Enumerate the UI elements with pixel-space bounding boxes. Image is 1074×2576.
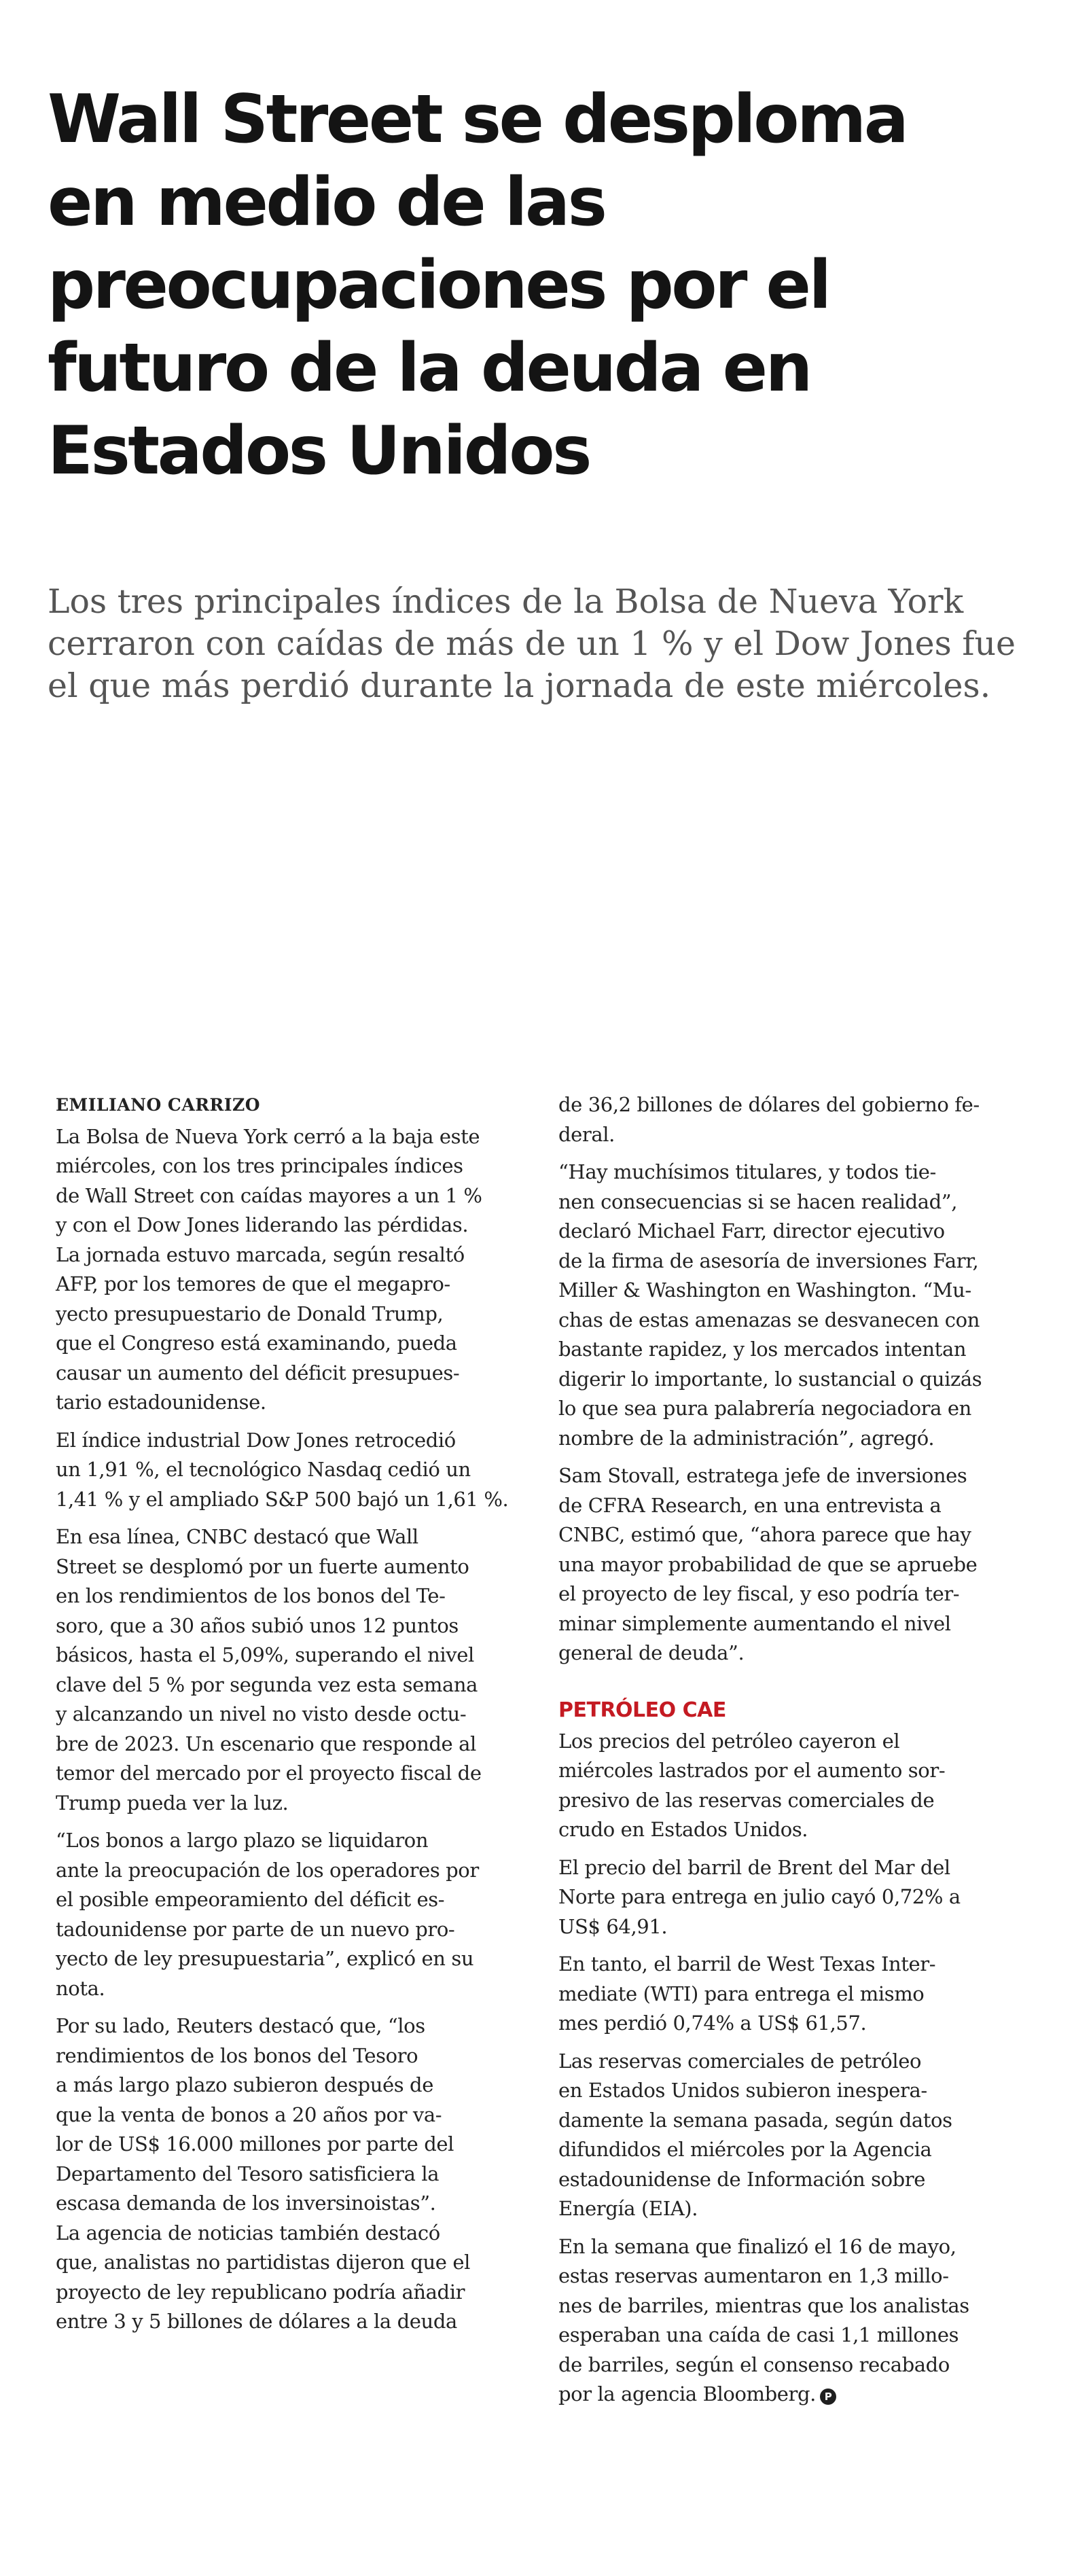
oil-section-body: [558, 1727, 1037, 2410]
paragraph-line: que, analistas no partidistas dijeron que el: [56, 2251, 471, 2274]
headline-line: Estados Unidos: [48, 412, 590, 490]
paragraph-line: entre 3 y 5 billones de dólares a la deuda: [56, 2310, 457, 2333]
paragraph-line: La jornada estuvo marcada, según resaltó: [56, 1242, 465, 1266]
paragraph-gap: [56, 1418, 535, 1426]
paragraph-line: deral.: [558, 1122, 615, 1146]
paragraph-line: de Wall Street con caídas mayores a un 1 %: [56, 1183, 482, 1207]
paragraph-line: Departamento del Tesoro satisficiera la: [56, 2162, 440, 2185]
paragraph-line: nota.: [56, 1976, 105, 2000]
paragraph-line: US$ 64,91.: [558, 1914, 668, 1938]
paragraph-line: causar un aumento del déficit presupues-: [56, 1361, 460, 1384]
paragraph-gap: [558, 1942, 1037, 1950]
paragraph-line: bre de 2023. Un escenario que responde al: [56, 1732, 476, 1755]
paragraph-line: proyecto de ley republicano podría añadir: [56, 2280, 465, 2304]
paragraph: [558, 1158, 1037, 1453]
section-subhead: PETRÓLEO CAE: [558, 1698, 726, 1722]
paragraph: [558, 2047, 1037, 2224]
paragraph-line: lor de US$ 16.000 millones por parte del: [56, 2132, 454, 2155]
paragraph-line: soro, que a 30 años subió unos 12 puntos: [56, 1613, 459, 1637]
paragraph-line: declaró Michael Farr, director ejecutivo: [558, 1219, 945, 1242]
paragraph-line: Los precios del petróleo cayeron el: [558, 1729, 900, 1753]
paragraph-line: temor del mercado por el proyecto fiscal de: [56, 1761, 482, 1785]
paragraph: [558, 1950, 1037, 2039]
paragraph-line: escasa demanda de los inversinoistas”.: [56, 2192, 436, 2215]
paragraph-line: crudo en Estados Unidos.: [558, 1818, 808, 1841]
paragraph-line: nombre de la administración”, agregó.: [558, 1426, 935, 1450]
paragraph-line: CNBC, estimó que, “ahora parece que hay: [558, 1523, 971, 1546]
paragraph-line: por la agencia Bloomberg. P: [558, 2380, 1037, 2410]
paragraph-line: En la semana que finalizó el 16 de mayo,: [558, 2234, 956, 2258]
paragraph-line: el posible empeoramiento del déficit es-: [56, 1888, 445, 1911]
paragraph: [56, 1122, 535, 1418]
headline-line: en medio de las: [48, 164, 605, 241]
article-column-right: [558, 1090, 1037, 2410]
paragraph: [558, 2232, 1037, 2410]
paragraph-line: mediate (WTI) para entrega el mismo: [558, 1982, 925, 2005]
paragraph-line: que la venta de bonos a 20 años por va-: [56, 2103, 442, 2126]
right-column-body: [558, 1090, 1037, 1668]
paragraph-line: Norte para entrega en julio cayó 0,72% a: [558, 1885, 961, 1908]
paragraph-line: minar simplemente aumentando el nivel: [558, 1611, 951, 1635]
paragraph: [56, 1826, 535, 2003]
paragraph-line: yecto presupuestario de Donald Trump,: [56, 1302, 444, 1325]
paragraph-line: esperaban una caída de casi 1,1 millones: [558, 2323, 959, 2346]
paragraph: [558, 1727, 1037, 1845]
paragraph-gap: [558, 1845, 1037, 1853]
paragraph-line: difundidos el miércoles por la Agencia: [558, 2138, 932, 2161]
paragraph: [56, 2011, 535, 2337]
paragraph-line: clave del 5 % por segunda vez esta semana: [56, 1672, 478, 1696]
deck-line: cerraron con caídas de más de un 1 % y el Dow Jones fue: [48, 624, 1016, 663]
paragraph-line: “Hay muchísimos titulares, y todos tie-: [558, 1160, 936, 1183]
paragraph-gap: [558, 1453, 1037, 1461]
paragraph-line: yecto de ley presupuestaria”, explicó en su: [56, 1947, 474, 1970]
paragraph-gap: [558, 2039, 1037, 2047]
paragraph-line: de 36,2 billones de dólares del gobierno fe-: [558, 1093, 980, 1116]
headline-line: preocupaciones por el: [48, 247, 829, 324]
paragraph-line: de barriles, según el consenso recabado: [558, 2353, 950, 2376]
paragraph-line: El índice industrial Dow Jones retrocedió: [56, 1428, 456, 1452]
paragraph-line: de CFRA Research, en una entrevista a: [558, 1493, 942, 1517]
paragraph-line: Trump pueda ver la luz.: [56, 1791, 289, 1814]
paragraph-line: La agencia de noticias también destacó: [56, 2221, 440, 2244]
paragraph-line: Por su lado, Reuters destacó que, “los: [56, 2014, 425, 2037]
paragraph-line: que el Congreso está examinando, pueda: [56, 1331, 457, 1355]
paragraph-line: nes de barriles, mientras que los analistas: [558, 2293, 969, 2317]
paragraph-line: estas reservas aumentaron en 1,3 millo-: [558, 2264, 949, 2287]
paragraph-line: En esa línea, CNBC destacó que Wall: [56, 1525, 418, 1548]
paragraph-line: estadounidense de Información sobre: [558, 2167, 926, 2191]
paragraph-line: tario estadounidense.: [56, 1391, 266, 1414]
paragraph-line: digerir lo importante, lo sustancial o quizás: [558, 1367, 982, 1391]
paragraph-line: tadounidense por parte de un nuevo pro-: [56, 1917, 455, 1941]
paragraph-line: chas de estas amenazas se desvanecen con: [558, 1308, 980, 1331]
paragraph-line: general de deuda”.: [558, 1641, 745, 1664]
deck: [48, 581, 1053, 707]
paragraph-line: miércoles, con los tres principales índices: [56, 1154, 463, 1177]
paragraph-line: básicos, hasta el 5,09%, superando el nivel: [56, 1643, 474, 1666]
paragraph-line: rendimientos de los bonos del Tesoro: [56, 2043, 418, 2067]
paragraph-line: damente la semana pasada, según datos: [558, 2108, 952, 2132]
paragraph-line: “Los bonos a largo plazo se liquidaron: [56, 1829, 429, 1852]
headline-line: futuro de la deuda en: [48, 329, 810, 407]
paragraph-line: lo que sea pura palabrería negociadora en: [558, 1397, 971, 1420]
article-column-left: [56, 1090, 535, 2337]
paragraph: [558, 1461, 1037, 1668]
paragraph-line: ante la preocupación de los operadores por: [56, 1858, 479, 1882]
paragraph-line: Miller & Washington en Washington. “Mu-: [558, 1278, 971, 1302]
paragraph-line: y con el Dow Jones liderando las pérdidas.: [56, 1213, 469, 1236]
paragraph-line: una mayor probabilidad de que se apruebe: [558, 1552, 978, 1576]
paragraph-line: un 1,91 %, el tecnológico Nasdaq cedió un: [56, 1458, 471, 1481]
paragraph-line: AFP, por los temores de que el megapro-: [56, 1272, 450, 1295]
paragraph-line: y alcanzando un nivel no visto desde octu-: [56, 1702, 467, 1725]
paragraph-line: de la firma de asesoría de inversiones Farr,: [558, 1249, 979, 1272]
paragraph-gap: [558, 2224, 1037, 2232]
paragraph-line: El precio del barril de Brent del Mar del: [558, 1855, 950, 1879]
paragraph-gap: [558, 1149, 1037, 1158]
byline: EMILIANO CARRIZO: [56, 1095, 260, 1115]
paragraph-line: bastante rapidez, y los mercados intentan: [558, 1338, 967, 1361]
paragraph-line: La Bolsa de Nueva York cerró a la baja este: [56, 1124, 480, 1148]
paragraph: [56, 1522, 535, 1818]
paragraph-line: mes perdió 0,74% a US$ 61,57.: [558, 2011, 867, 2035]
paragraph-line: en los rendimientos de los bonos del Te-: [56, 1584, 446, 1607]
headline: [48, 78, 1026, 493]
paragraph: [558, 1853, 1037, 1942]
paragraph-line: Energía (EIA).: [558, 2197, 698, 2220]
paragraph-line: Sam Stovall, estratega jefe de inversiones: [558, 1464, 967, 1487]
paragraph-line: 1,41 % y el ampliado S&P 500 bajó un 1,61 %.: [56, 1487, 509, 1511]
paragraph-line: miércoles lastrados por el aumento sor-: [558, 1759, 946, 1782]
paragraph-gap: [56, 2003, 535, 2011]
paragraph-gap: [56, 1514, 535, 1522]
paragraph-line: Street se desplomó por un fuerte aumento: [56, 1554, 469, 1578]
publication-end-mark-icon: P: [820, 2389, 836, 2405]
headline-line: Wall Street se desploma: [48, 81, 907, 158]
deck-line: el que más perdió durante la jornada de este miércoles.: [48, 666, 991, 705]
paragraph-line: nen consecuencias si se hacen realidad”,: [558, 1189, 958, 1213]
paragraph-gap: [56, 1818, 535, 1826]
paragraph: [558, 1090, 1037, 1149]
paragraph: [56, 1426, 535, 1515]
paragraph-line: en Estados Unidos subieron inespera-: [558, 2079, 927, 2102]
paragraph-line: Las reservas comerciales de petróleo: [558, 2049, 922, 2073]
paragraph-line: En tanto, el barril de West Texas Inter-: [558, 1952, 936, 1975]
paragraph-line: el proyecto de ley fiscal, y eso podría ter-: [558, 1582, 960, 1605]
paragraph-line: a más largo plazo subieron después de: [56, 2073, 433, 2096]
deck-line: Los tres principales índices de la Bolsa de Nueva York: [48, 582, 964, 621]
paragraph-line: presivo de las reservas comerciales de: [558, 1788, 935, 1812]
